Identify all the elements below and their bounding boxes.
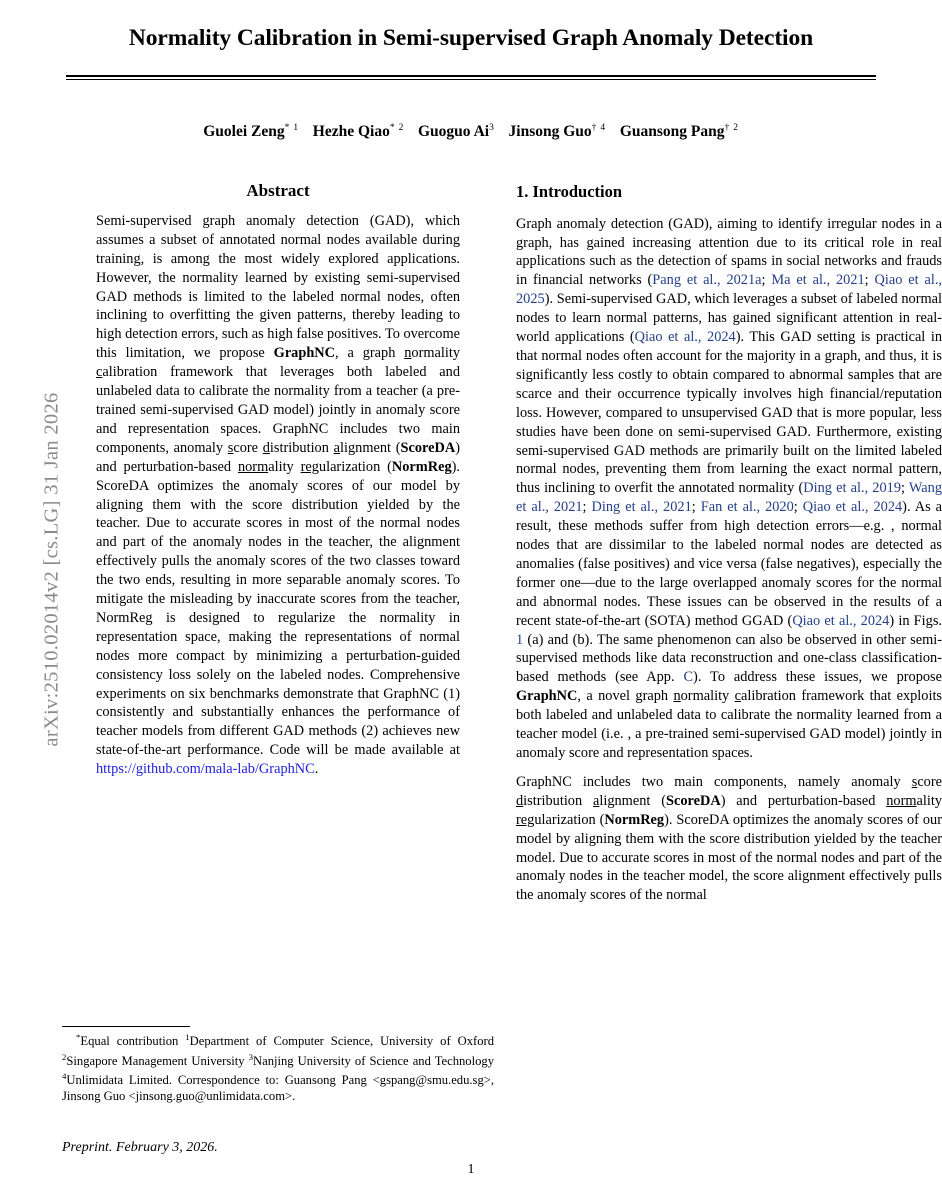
footnote-segment: Equal contribution [80, 1034, 186, 1049]
abstract-text: , a [335, 345, 363, 362]
acronym-letter: d [262, 439, 270, 456]
footnote-block [62, 1026, 494, 1104]
acronym-letter: s [227, 439, 234, 456]
affiliation-marker: 3 [248, 1051, 254, 1062]
citation-link[interactable]: Ding et al., 2019 [803, 480, 901, 497]
author-marks: † 4 [591, 123, 606, 133]
body-text: ) in Figs. [889, 612, 942, 629]
intro-paragraph-2 [516, 773, 942, 905]
normreg-mention: NormReg [604, 811, 665, 828]
acronym-letter: reg [300, 458, 319, 475]
acronym-letter: n [673, 688, 681, 705]
abstract-heading: Abstract [246, 181, 310, 200]
equal-contribution-marker: * [76, 1032, 81, 1042]
abstract-text: raph [369, 345, 405, 362]
body-text: ). This GAD setting is practical in that normal nodes often account for the majority in a graph, and thus, it is significantly less costly to obtain compared to abnormal samples that are scarce and their occurrence typically involves high financial/reputation loss. However, compared to unsupervised GAD that is more popular, less studies have been done on semi-supervised GAD. Furthermore, existing semi-supervised GAD methods are primarily built on the limited labeled normal nodes, preventing them from learning the exact normal pattern, thus inclining to overfit the annotated normality ( [516, 329, 942, 497]
citation-link[interactable]: Wang et al., 2021 [516, 480, 942, 516]
body-text: ; [901, 480, 909, 497]
intro-paragraph-1 [516, 215, 942, 763]
author-entry [313, 123, 404, 140]
graphnc-mention: GraphNC [273, 345, 336, 362]
body-text: ; [864, 272, 875, 289]
body-text: lignment ( [599, 792, 666, 809]
author-marks: 3 [489, 123, 495, 133]
abstract-paragraph [96, 212, 460, 779]
body-text: ; [793, 499, 803, 516]
acronym-letter: g [635, 688, 643, 705]
body-text: ; [582, 499, 592, 516]
acronym-letter: g [362, 345, 370, 362]
body-text: raph [642, 688, 674, 705]
right-column [516, 182, 942, 905]
acronym-letter: norm [237, 458, 269, 475]
title-block [66, 24, 876, 80]
acronym-letter: a [333, 439, 340, 456]
citation-link[interactable]: Qiao et al., 2024 [792, 612, 890, 629]
acronym-letter: c [734, 688, 741, 705]
abstract-text: ) and perturbation-based [96, 439, 460, 475]
affiliation-marker: 1 [185, 1032, 190, 1042]
abstract-text: ularization ( [318, 458, 392, 475]
body-text: alibration framework that exploits both labeled and unlabeled data to calibrate the normality learned from a teacher model (i.e. , a pre-trained semi-supervised GAD model) jointly in anomaly score and representation spaces. [516, 688, 942, 761]
affiliation-marker: 2 [62, 1051, 67, 1062]
author-entry [418, 123, 495, 140]
acronym-letter: s [911, 773, 918, 790]
body-text: ; [691, 499, 701, 516]
arxiv-stamp: arXiv:2510.02014v2 [cs.LG] 31 Jan 2026 [40, 392, 63, 747]
body-text: ality [916, 792, 942, 809]
figure-reference-link[interactable]: 1 [516, 631, 524, 648]
graphnc-mention: GraphNC [516, 688, 578, 705]
affiliation-text: Unlimidata Limited. Correspondence to: Guansong Pang <gspang@smu.edu.sg>, Jinsong Guo <jinsong.guo@unlimidata.com>. [62, 1073, 494, 1103]
affiliation-marker: 4 [62, 1071, 67, 1082]
body-text: core [917, 773, 942, 790]
acronym-letter: d [516, 792, 524, 809]
body-text: , a novel [577, 688, 636, 705]
abstract-text: lignment ( [340, 439, 401, 456]
citation-link[interactable]: Pang et al., 2021a [652, 272, 762, 289]
abstract-text: alibration framework that leverages both labeled and unlabeled data to calibrate the normality from a teacher (a pre-trained semi-supervised GAD model) jointly in anomaly score and representation spaces. GraphNC includes two main components, anomaly [96, 364, 460, 456]
page-title: Normality Calibration in Semi-supervised Graph Anomaly Detection [128, 25, 814, 51]
author-marks: * 2 [389, 123, 405, 133]
body-text: ). As a result, these methods suffer from high detection errors—e.g. , normal nodes that are dissimilar to the labeled normal nodes are detected as anomalies (false positives) and vice versa (false negatives), especially the former one—due to the large overlapped anomaly scores for the normal and abnormal nodes. These issues can be observed in the results of a recent state-of-the-art (SOTA) method GGAD ( [516, 499, 942, 629]
citation-link[interactable]: Ma et al., 2021 [771, 272, 865, 289]
citation-link[interactable]: Fan et al., 2020 [700, 499, 794, 516]
author-name: Guoguo Ai [418, 123, 490, 141]
author-marks: * 1 [284, 123, 299, 133]
preprint-notice: Preprint. February 3, 2026. [62, 1140, 218, 1155]
body-text: istribution [523, 792, 593, 809]
acronym-letter: a [592, 792, 600, 809]
scoreda-mention: ScoreDA [665, 792, 721, 809]
section-heading-introduction: 1. Introduction [516, 182, 623, 201]
affiliation-text: Nanjing University of Science and Technology [253, 1053, 494, 1068]
abstract-text: ormality [411, 345, 460, 362]
body-text: ). Semi-supervised GAD, which leverages a subset of labeled normal nodes to learn normal patterns, has gained significant attention in real-world applications ( [516, 291, 942, 346]
acronym-letter: n [404, 345, 412, 362]
acronym-letter: reg [516, 811, 535, 828]
abstract-text: ality [268, 458, 301, 475]
abstract-text: Semi-supervised graph anomaly detection (GAD), which assumes a subset of annotated normal nodes available during training, is among the most widely explored applications. However, the normality learned by existing semi-supervised GAD methods is limited to the labeled normal nodes, often inclining to overfitting the given patterns, thereby leading to high detection errors, such as high false positives. To overcome this limitation, we propose [96, 212, 461, 362]
abstract-text: ). ScoreDA optimizes the anomaly scores of our model by aligning them with the score distribution yielded by the teacher. Due to accurate scores in most of the normal nodes and part of the anomaly nodes in the teacher, the alignment effectively pulls the anomaly scores of the two classes toward the two ends, resulting in more separable anomaly scores. To mitigate the misleading by inaccurate scores from the teacher, NormReg is designed to regularize the normality in representation space, making the representations of normal nodes more compact by minimizing a perturbation-guided consistency loss solely on the labeled nodes. Comprehensive experiments on six benchmarks demonstrate that GraphNC (1) consistently and substantially enhances the performance of teacher models from different GAD methods (2) achieves new state-of-the-art performance. Code will be made available at [96, 458, 460, 759]
body-text: ormality [680, 688, 735, 705]
author-list [66, 123, 876, 141]
code-url-link[interactable]: https://github.com/mala-lab/GraphNC [96, 761, 315, 778]
author-entry [509, 123, 606, 140]
acronym-letter: norm [886, 792, 917, 809]
author-entry [620, 123, 739, 140]
citation-link[interactable]: Ding et al., 2021 [591, 499, 692, 516]
title-divider [66, 75, 876, 80]
author-name: Guansong Pang [619, 123, 725, 141]
author-marks: † 2 [724, 123, 739, 133]
citation-link[interactable]: Qiao et al., 2025 [516, 272, 942, 308]
body-text: ). To address these issues, we propose [693, 669, 942, 686]
scoreda-mention: ScoreDA [400, 439, 456, 456]
normreg-mention: NormReg [391, 458, 452, 475]
body-text: ; [761, 272, 772, 289]
body-text: (a) and (b). The same phenomenon can also be observed in other semi-supervised methods like data reconstruction and one-class classification-based methods (see App. [516, 631, 942, 686]
body-text: ) and perturbation-based [720, 792, 887, 809]
body-text: ularization ( [534, 811, 605, 828]
citation-link[interactable]: Qiao et al., 2024 [634, 329, 736, 346]
author-name: Guolei Zeng [203, 123, 285, 141]
body-text: ). ScoreDA optimizes the anomaly scores of our model by aligning them with the score distribution yielded by the teacher model. Due to accurate scores in most of the normal nodes and part of the anomaly nodes in the teacher model, the score alignment effectively pulls the anomaly scores of the normal [516, 811, 942, 904]
body-text: GraphNC includes two main components, namely anomaly [516, 773, 912, 790]
abstract-text: . [314, 761, 319, 778]
left-column [96, 182, 460, 779]
page-number: 1 [467, 1162, 475, 1177]
footnote-text [62, 1030, 494, 1104]
affiliation-text: Department of Computer Science, University of Oxford [189, 1034, 494, 1049]
author-entry [203, 123, 299, 140]
affiliation-text: Singapore Management University [66, 1053, 249, 1068]
acronym-letter: c [96, 364, 103, 381]
body-text: Graph anomaly detection (GAD), aiming to identify irregular nodes in a graph, has gained increasing attention due to its critical role in real applications such as the detection of spams in social networks and frauds in financial networks ( [516, 215, 942, 289]
citation-link[interactable]: Qiao et al., 2024 [802, 499, 903, 516]
appendix-reference-link[interactable]: C [683, 669, 694, 686]
abstract-text: core [233, 439, 263, 456]
abstract-text: istribution [269, 439, 334, 456]
author-name: Hezhe Qiao [312, 123, 390, 141]
author-name: Jinsong Guo [508, 123, 592, 141]
